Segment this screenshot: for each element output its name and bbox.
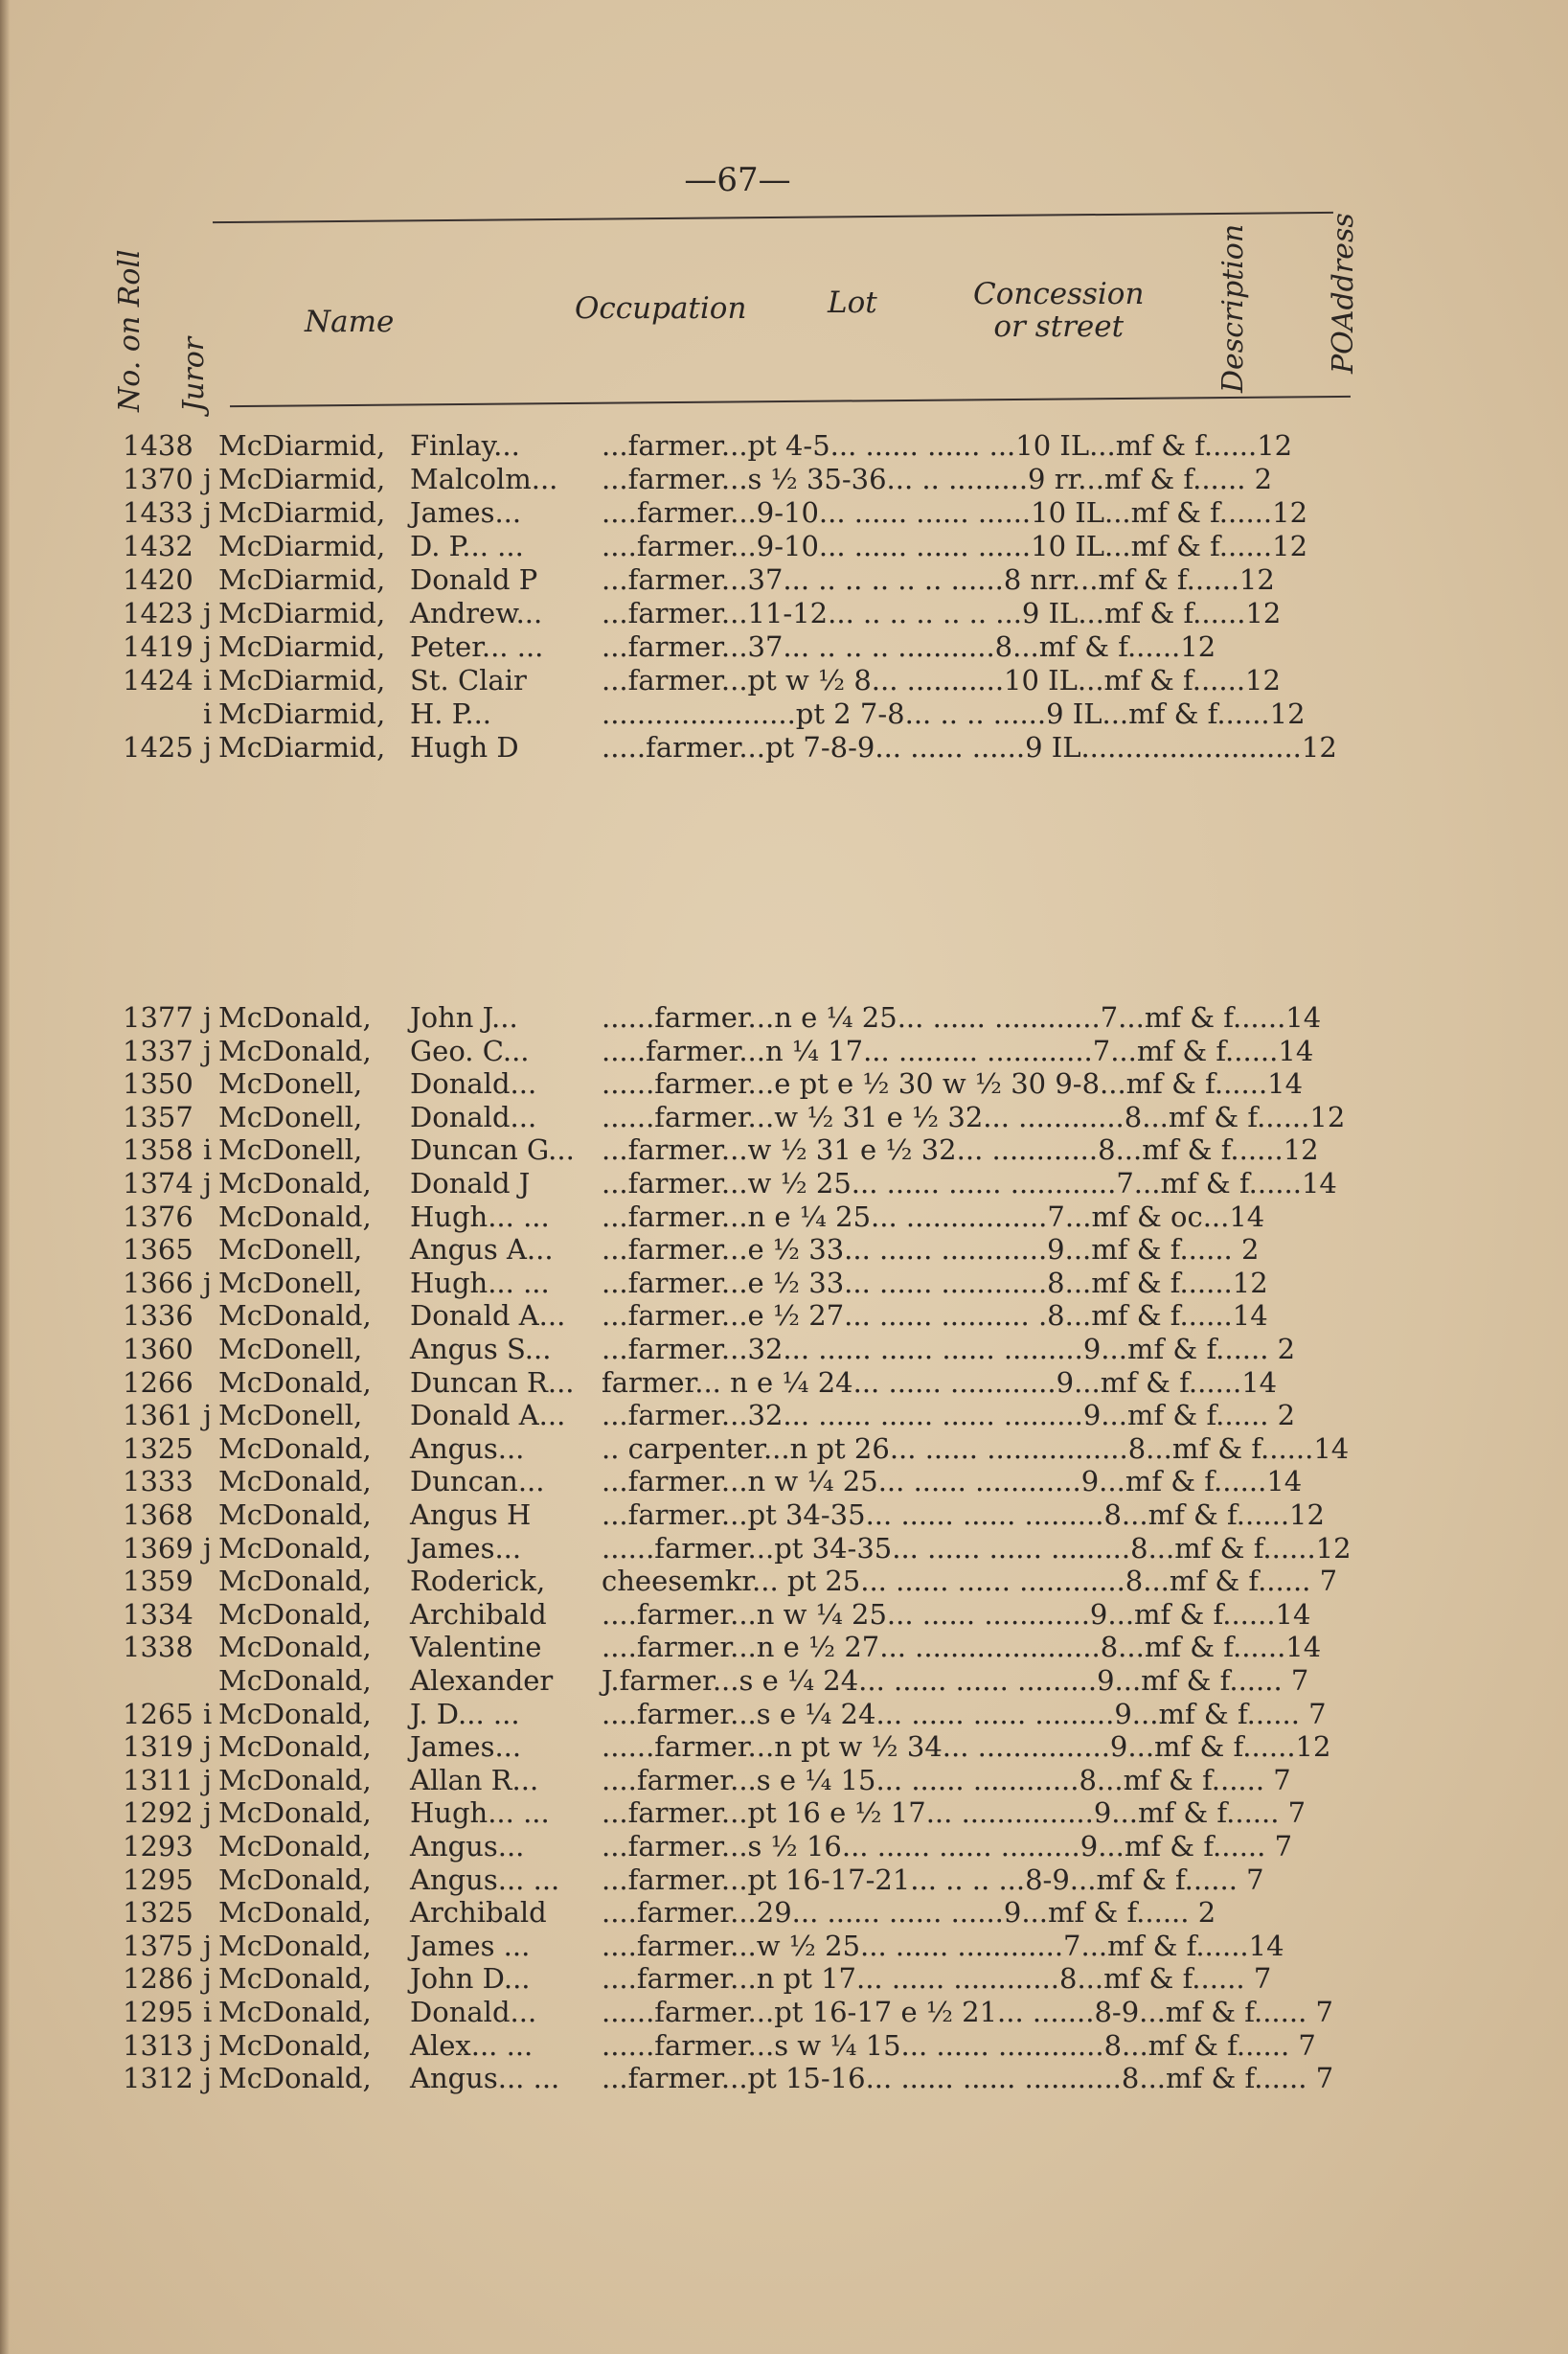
roll-number: 1423 bbox=[123, 597, 193, 629]
roll-number: 1366 bbox=[123, 1266, 193, 1299]
roll-number: 1377 bbox=[123, 1001, 193, 1034]
entry-details: ....farmer...9-10... ...... ...... ......10 IL...mf & f......12 bbox=[602, 530, 1308, 562]
surname: McDonald, bbox=[218, 1830, 372, 1863]
entry-details: cheesemkr... pt 25... ...... ...... ............8...mf & f...... 7 bbox=[602, 1565, 1338, 1598]
roll-number: 1295 bbox=[123, 1863, 193, 1896]
entry-details: ...farmer...n e ¼ 25... ................7...mf & oc...14 bbox=[602, 1200, 1265, 1233]
surname: McDonald, bbox=[218, 1431, 372, 1465]
surname: McDonald, bbox=[218, 1565, 372, 1598]
surname: McDiarmid, bbox=[218, 664, 386, 697]
entry-details: ...farmer...pt w ½ 8... ...........10 IL...mf & f......12 bbox=[602, 664, 1281, 697]
surname: McDonald, bbox=[218, 1697, 372, 1730]
juror-mark: j bbox=[203, 597, 212, 629]
roll-entry-row bbox=[123, 1465, 1379, 1497]
surname: McDonell, bbox=[218, 1233, 363, 1267]
roll-entry-row bbox=[123, 1101, 1379, 1133]
entry-details: farmer... n e ¼ 24... ...... ............9...mf & f......14 bbox=[602, 1365, 1278, 1399]
surname: McDiarmid, bbox=[218, 463, 386, 495]
roll-number: 1357 bbox=[123, 1100, 193, 1133]
surname: McDonald, bbox=[218, 1730, 372, 1764]
given-name: Hugh... ... bbox=[410, 1796, 550, 1830]
surname: McDonald, bbox=[218, 1001, 372, 1034]
given-name: Angus A... bbox=[410, 1233, 554, 1267]
given-name: Geo. C... bbox=[410, 1034, 530, 1067]
header-po-address: POAddress bbox=[1327, 213, 1360, 374]
given-name: Donald J bbox=[410, 1167, 531, 1200]
surname: McDiarmid, bbox=[218, 563, 386, 596]
juror-mark: i bbox=[203, 664, 213, 697]
entry-details: ...farmer...s ½ 16... ...... ...... .........9...mf & f...... 7 bbox=[602, 1830, 1293, 1863]
roll-entry-row bbox=[123, 697, 1379, 730]
juror-mark: i bbox=[203, 1697, 213, 1730]
roll-number: 1432 bbox=[123, 530, 193, 562]
given-name: Donald... bbox=[410, 1067, 537, 1101]
entry-details: ....farmer...w ½ 25... ...... ............7...mf & f......14 bbox=[602, 1929, 1284, 1962]
roll-number: 1333 bbox=[123, 1465, 193, 1498]
header-juror: Juror bbox=[177, 336, 211, 412]
given-name: Duncan R... bbox=[410, 1365, 575, 1399]
roll-number: 1336 bbox=[123, 1299, 193, 1333]
roll-entry-row bbox=[123, 1664, 1379, 1697]
roll-entry-row bbox=[123, 496, 1379, 529]
juror-mark: j bbox=[203, 630, 212, 663]
roll-entry-row bbox=[123, 530, 1379, 562]
roll-number: 1359 bbox=[123, 1565, 193, 1598]
given-name: Donald A... bbox=[410, 1399, 566, 1432]
entry-details: .....farmer...pt 7-8-9... ...... ......9 IL.........................12 bbox=[602, 731, 1337, 764]
page-number: —67— bbox=[684, 161, 791, 199]
entry-details: ...farmer...n w ¼ 25... ...... ............9...mf & f......14 bbox=[602, 1465, 1303, 1498]
roll-entry-row bbox=[123, 1267, 1379, 1299]
roll-entry-row bbox=[123, 1233, 1379, 1266]
entry-details: ......................pt 2 7-8... .. .. ......9 IL...mf & f......12 bbox=[602, 697, 1306, 730]
entry-details: ...farmer...e ½ 27... ...... .......... .8...mf & f......14 bbox=[602, 1299, 1268, 1333]
roll-number: 1374 bbox=[123, 1167, 193, 1200]
given-name: Roderick, bbox=[410, 1565, 546, 1598]
roll-entry-row bbox=[123, 2029, 1379, 2062]
roll-number: 1369 bbox=[123, 1531, 193, 1565]
roll-entry-row bbox=[123, 1167, 1379, 1200]
given-name: James ... bbox=[410, 1929, 531, 1962]
roll-entry-row bbox=[123, 1796, 1379, 1829]
roll-entry-row bbox=[123, 1830, 1379, 1863]
roll-number: 1266 bbox=[123, 1365, 193, 1399]
entry-details: ...farmer...11-12... .. .. .. .. .. ...9 IL...mf & f......12 bbox=[602, 597, 1282, 629]
entry-details: ......farmer...n pt w ½ 34... ...............9...mf & f......12 bbox=[602, 1730, 1331, 1764]
surname: McDiarmid, bbox=[218, 530, 386, 562]
roll-number: 1337 bbox=[123, 1034, 193, 1067]
header-concession-line2: or street bbox=[993, 309, 1125, 344]
entry-details: .....farmer...n ¼ 17... ......... ............7...mf & f......14 bbox=[602, 1034, 1314, 1067]
surname: McDonell, bbox=[218, 1133, 363, 1167]
roll-entry-row bbox=[123, 1333, 1379, 1365]
given-name: Angus H bbox=[410, 1498, 532, 1531]
roll-entry-row bbox=[123, 1962, 1379, 1995]
roll-entry-row bbox=[123, 1598, 1379, 1631]
surname: McDonald, bbox=[218, 2062, 372, 2095]
roll-number: 1425 bbox=[123, 731, 193, 764]
roll-entry-row bbox=[123, 630, 1379, 663]
roll-number: 1338 bbox=[123, 1631, 193, 1664]
juror-mark: j bbox=[203, 463, 212, 495]
surname: McDiarmid, bbox=[218, 496, 386, 529]
entry-details: ...farmer...37... .. .. .. .. .. ......8 nrr...mf & f......12 bbox=[602, 563, 1275, 596]
given-name: James... bbox=[410, 1531, 522, 1565]
roll-entry-row bbox=[123, 1399, 1379, 1431]
header-roll: No. on Roll bbox=[113, 249, 147, 412]
roll-entry-row bbox=[123, 1863, 1379, 1896]
roll-entry-row bbox=[123, 1067, 1379, 1100]
juror-mark: j bbox=[203, 1929, 212, 1962]
surname: McDonald, bbox=[218, 2028, 372, 2062]
entry-details: ....farmer...n e ½ 27... .....................8...mf & f......14 bbox=[602, 1631, 1322, 1664]
surname: McDiarmid, bbox=[218, 429, 386, 462]
surname: McDonald, bbox=[218, 1465, 372, 1498]
juror-mark: j bbox=[203, 1399, 212, 1432]
given-name: Donald A... bbox=[410, 1299, 566, 1333]
surname: McDonald, bbox=[218, 1896, 372, 1930]
roll-number: 1360 bbox=[123, 1333, 193, 1365]
entry-details: ...farmer...pt 16-17-21... .. .. ...8-9...mf & f...... 7 bbox=[602, 1863, 1264, 1896]
header-lot: Lot bbox=[828, 286, 877, 320]
juror-mark: i bbox=[203, 1133, 213, 1167]
entry-details: ...farmer...s ½ 35-36... .. .........9 rr...mf & f...... 2 bbox=[602, 463, 1273, 495]
roll-entry-row bbox=[123, 1200, 1379, 1233]
entry-details: ...farmer...w ½ 31 e ½ 32... ............8...mf & f......12 bbox=[602, 1133, 1319, 1167]
roll-number: 1368 bbox=[123, 1498, 193, 1531]
roll-number: 1376 bbox=[123, 1200, 193, 1233]
surname: McDonald, bbox=[218, 1962, 372, 1996]
surname: McDonald, bbox=[218, 1631, 372, 1664]
entry-details: ....farmer...s e ¼ 24... ...... ...... .........9...mf & f...... 7 bbox=[602, 1697, 1327, 1730]
entry-details: ....farmer...9-10... ...... ...... ......10 IL...mf & f......12 bbox=[602, 496, 1308, 529]
roll-entry-row bbox=[123, 1930, 1379, 1962]
roll-number: 1433 bbox=[123, 496, 193, 529]
given-name: H. P... bbox=[410, 697, 492, 730]
entry-details: ......farmer...w ½ 31 e ½ 32... ............8...mf & f......12 bbox=[602, 1100, 1346, 1133]
juror-mark: j bbox=[203, 1266, 212, 1299]
given-name: John D... bbox=[410, 1962, 531, 1996]
roll-entry-row bbox=[123, 1565, 1379, 1597]
roll-number: 1375 bbox=[123, 1929, 193, 1962]
entry-details: ....farmer...29... ...... ...... ......9...mf & f...... 2 bbox=[602, 1896, 1216, 1930]
surname: McDonald, bbox=[218, 1034, 372, 1067]
roll-number: 1424 bbox=[123, 664, 193, 697]
surname: McDonald, bbox=[218, 1863, 372, 1896]
surname: McDonald, bbox=[218, 1498, 372, 1531]
juror-mark: j bbox=[203, 1763, 212, 1796]
juror-mark: j bbox=[203, 496, 212, 529]
entry-details: ...farmer...w ½ 25... ...... ...... ............7...mf & f......14 bbox=[602, 1167, 1337, 1200]
given-name: Donald P bbox=[410, 563, 538, 596]
given-name: Donald... bbox=[410, 1996, 537, 2028]
surname: McDiarmid, bbox=[218, 697, 386, 730]
roll-number: 1438 bbox=[123, 429, 193, 462]
surname: McDiarmid, bbox=[218, 731, 386, 764]
juror-mark: i bbox=[203, 1996, 213, 2028]
roll-entry-row bbox=[123, 1730, 1379, 1763]
roll-entry-row bbox=[123, 1001, 1379, 1034]
given-name: Angus... bbox=[410, 1431, 525, 1465]
juror-mark: i bbox=[203, 697, 213, 730]
surname: McDonald, bbox=[218, 1299, 372, 1333]
roll-entry-row bbox=[123, 1764, 1379, 1796]
juror-mark: j bbox=[203, 1001, 212, 1034]
roll-number: 1334 bbox=[123, 1597, 193, 1631]
roll-entry-row bbox=[123, 1698, 1379, 1730]
given-name: Angus... bbox=[410, 1830, 525, 1863]
given-name: Andrew... bbox=[410, 597, 543, 629]
given-name: Peter... ... bbox=[410, 630, 544, 663]
roll-entry-row bbox=[123, 2062, 1379, 2094]
roll-number: 1361 bbox=[123, 1399, 193, 1432]
page-spine bbox=[0, 0, 10, 2354]
roll-number: 1325 bbox=[123, 1896, 193, 1930]
entry-details: ......farmer...pt 34-35... ...... ...... .........8...mf & f......12 bbox=[602, 1531, 1352, 1565]
roll-entry-row bbox=[123, 1035, 1379, 1067]
given-name: Hugh... ... bbox=[410, 1266, 550, 1299]
entry-details: ...farmer...pt 34-35... ...... ...... .........8...mf & f......12 bbox=[602, 1498, 1325, 1531]
surname: McDonell, bbox=[218, 1100, 363, 1133]
roll-entry-row bbox=[123, 664, 1379, 697]
entry-details: ......farmer...pt 16-17 e ½ 21... .......8-9...mf & f...... 7 bbox=[602, 1996, 1333, 2028]
given-name: Hugh D bbox=[410, 731, 519, 764]
given-name: Archibald bbox=[410, 1896, 547, 1930]
given-name: Hugh... ... bbox=[410, 1200, 550, 1233]
header-occupation: Occupation bbox=[575, 291, 747, 326]
surname: McDonald, bbox=[218, 1200, 372, 1233]
entry-details: ......farmer...n e ¼ 25... ...... ............7...mf & f......14 bbox=[602, 1001, 1322, 1034]
roll-number: 1370 bbox=[123, 463, 193, 495]
given-name: Alexander bbox=[410, 1664, 554, 1697]
entry-details: ...farmer...pt 16 e ½ 17... ...............9...mf & f...... 7 bbox=[602, 1796, 1307, 1830]
juror-mark: j bbox=[203, 1531, 212, 1565]
roll-entry-row bbox=[123, 1299, 1379, 1332]
roll-number: 1419 bbox=[123, 630, 193, 663]
entry-details: ...farmer...37... .. .. .. ...........8...mf & f......12 bbox=[602, 630, 1216, 663]
juror-mark: j bbox=[203, 731, 212, 764]
surname: McDonald, bbox=[218, 1664, 372, 1697]
juror-mark: j bbox=[203, 1962, 212, 1996]
header-top-rule bbox=[213, 212, 1333, 223]
juror-mark: j bbox=[203, 2062, 212, 2095]
roll-number: 1350 bbox=[123, 1067, 193, 1101]
roll-number: 1313 bbox=[123, 2028, 193, 2062]
entry-details: ...farmer...e ½ 33... ...... ............8...mf & f......12 bbox=[602, 1266, 1268, 1299]
roll-number: 1365 bbox=[123, 1233, 193, 1267]
entry-details: ...farmer...32... ...... ...... ...... .........9...mf & f...... 2 bbox=[602, 1333, 1296, 1365]
entry-details: ...farmer...32... ...... ...... ...... .........9...mf & f...... 2 bbox=[602, 1399, 1296, 1432]
header-bottom-rule bbox=[230, 396, 1351, 407]
roll-entry-row bbox=[123, 1498, 1379, 1531]
roll-entry-row bbox=[123, 597, 1379, 629]
juror-mark: j bbox=[203, 2028, 212, 2062]
given-name: James... bbox=[410, 496, 522, 529]
roll-entry-row bbox=[123, 463, 1379, 495]
given-name: Angus S... bbox=[410, 1333, 552, 1365]
surname: McDiarmid, bbox=[218, 630, 386, 663]
roll-number: 1265 bbox=[123, 1697, 193, 1730]
roll-entry-row bbox=[123, 1532, 1379, 1565]
given-name: Alex... ... bbox=[410, 2028, 534, 2062]
roll-entry-row bbox=[123, 1996, 1379, 2028]
roll-number: 1319 bbox=[123, 1730, 193, 1764]
entry-details: ......farmer...s w ¼ 15... ...... ............8...mf & f...... 7 bbox=[602, 2028, 1316, 2062]
roll-entry-row bbox=[123, 1896, 1379, 1929]
roll-entry-row bbox=[123, 563, 1379, 596]
roll-entry-row bbox=[123, 1366, 1379, 1399]
given-name: Malcolm... bbox=[410, 463, 558, 495]
roll-number: 1312 bbox=[123, 2062, 193, 2095]
header-concession-line1: Concession bbox=[973, 277, 1145, 311]
given-name: Valentine bbox=[410, 1631, 542, 1664]
surname: McDonald, bbox=[218, 1796, 372, 1830]
surname: McDiarmid, bbox=[218, 597, 386, 629]
surname: McDonald, bbox=[218, 1167, 372, 1200]
juror-mark: j bbox=[203, 1730, 212, 1764]
given-name: Angus... ... bbox=[410, 2062, 560, 2095]
entry-details: .. carpenter...n pt 26... ...... ................8...mf & f......14 bbox=[602, 1431, 1350, 1465]
entry-details: J.farmer...s e ¼ 24... ...... ...... .........9...mf & f...... 7 bbox=[602, 1664, 1309, 1697]
roll-number: 1311 bbox=[123, 1763, 193, 1796]
roll-number: 1325 bbox=[123, 1431, 193, 1465]
header-description: Description bbox=[1216, 223, 1250, 393]
roll-number: 1295 bbox=[123, 1996, 193, 2028]
given-name: Donald... bbox=[410, 1100, 537, 1133]
surname: McDonald, bbox=[218, 1365, 372, 1399]
given-name: Archibald bbox=[410, 1597, 547, 1631]
juror-mark: j bbox=[203, 1167, 212, 1200]
surname: McDonald, bbox=[218, 1531, 372, 1565]
surname: McDonell, bbox=[218, 1333, 363, 1365]
given-name: Allan R... bbox=[410, 1763, 539, 1796]
roll-entry-row bbox=[123, 1133, 1379, 1166]
roll-entry-row bbox=[123, 731, 1379, 764]
roll-entry-row bbox=[123, 1432, 1379, 1465]
roll-number: 1293 bbox=[123, 1830, 193, 1863]
entry-details: ...farmer...e ½ 33... ...... ............9...mf & f...... 2 bbox=[602, 1233, 1260, 1267]
header-name: Name bbox=[305, 305, 395, 339]
given-name: Finlay... bbox=[410, 429, 520, 462]
roll-number: 1292 bbox=[123, 1796, 193, 1830]
roll-number: 1420 bbox=[123, 563, 193, 596]
surname: McDonald, bbox=[218, 1763, 372, 1796]
given-name: D. P... ... bbox=[410, 530, 524, 562]
roll-entry-row bbox=[123, 1631, 1379, 1663]
entry-details: ....farmer...n w ¼ 25... ...... ............9...mf & f......14 bbox=[602, 1597, 1311, 1631]
header-concession bbox=[973, 278, 1144, 343]
surname: McDonell, bbox=[218, 1399, 363, 1432]
juror-mark: j bbox=[203, 1034, 212, 1067]
roll-entry-row bbox=[123, 429, 1379, 462]
surname: McDonald, bbox=[218, 1929, 372, 1962]
given-name: Duncan... bbox=[410, 1465, 545, 1498]
surname: McDonald, bbox=[218, 1996, 372, 2028]
entry-details: ...farmer...pt 15-16... ...... ...... ...........8...mf & f...... 7 bbox=[602, 2062, 1334, 2095]
juror-mark: j bbox=[203, 1796, 212, 1830]
surname: McDonald, bbox=[218, 1597, 372, 1631]
entry-details: ....farmer...s e ¼ 15... ...... ............8...mf & f...... 7 bbox=[602, 1763, 1291, 1796]
entry-details: ...farmer...pt 4-5... ...... ...... ...10 IL...mf & f......12 bbox=[602, 429, 1293, 462]
given-name: Duncan G... bbox=[410, 1133, 575, 1167]
given-name: John J... bbox=[410, 1001, 518, 1034]
given-name: James... bbox=[410, 1730, 522, 1764]
given-name: J. D... ... bbox=[410, 1697, 520, 1730]
entry-details: ......farmer...e pt e ½ 30 w ½ 30 9-8...mf & f......14 bbox=[602, 1067, 1304, 1101]
entry-details: ....farmer...n pt 17... ...... ............8...mf & f...... 7 bbox=[602, 1962, 1272, 1996]
roll-number: 1358 bbox=[123, 1133, 193, 1167]
given-name: St. Clair bbox=[410, 664, 527, 697]
roll-number: 1286 bbox=[123, 1962, 193, 1996]
given-name: Angus... ... bbox=[410, 1863, 560, 1896]
surname: McDonell, bbox=[218, 1266, 363, 1299]
surname: McDonell, bbox=[218, 1067, 363, 1101]
